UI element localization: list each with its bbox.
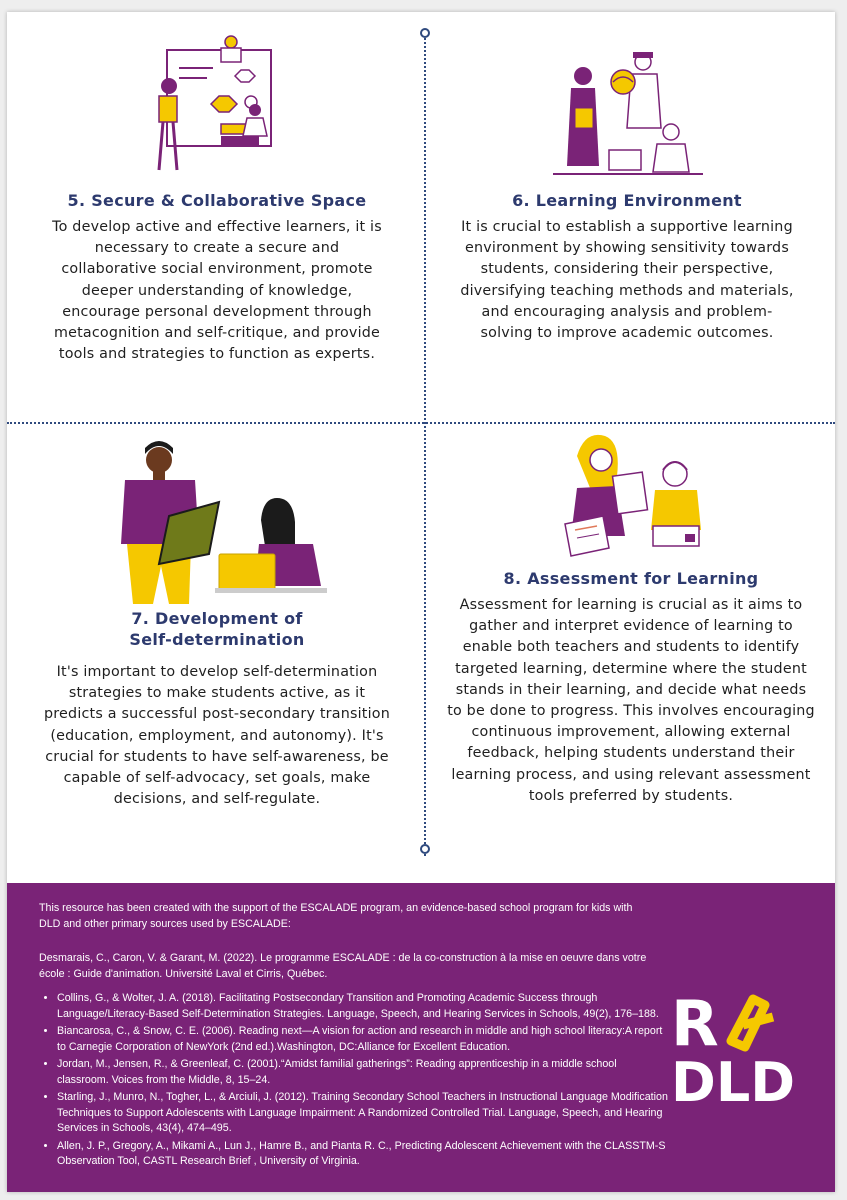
section-development-of-self-determination [42,608,392,810]
collaboration-illustration [139,32,279,182]
logo-letter-r: R [671,989,719,1060]
reference-item: • Biancarosa, C., & Snow, C. E. (2006). Reading next—A vision for action and research in middle and high school literacy:A report to Carnegie Corporation of NewYork (2nd ed.).Washington, DC:Alliance for Excellent Education. [57,1024,669,1055]
logo-text-dld: DLD [671,1051,796,1109]
section-title-line2: Self-determination [129,630,305,649]
learning-group-illustration [553,48,703,178]
section-body: To develop active and effective learners, it is necessary to create a secure and collaborative social environment, promote deeper understanding of knowledge, encourage personal development through metacognition and self-critique, and provide tools and strategies to function as experts. [52,219,382,363]
section-secure-collaborative-space [47,190,387,365]
footer-intro: This resource has been created with the support of the ESCALADE program, an evidence-based school program for kids with DLD and other primary sources used by ESCALADE: [39,902,633,930]
footer-main-source: Desmarais, C., Caron, V. & Garant, M. (2022). Le programme ESCALADE : de la co-construction à la mise en oeuvre dans votre école : Guide d'animation. Université Laval et Cirris, Québec. [39,952,647,980]
section-title: 8. Assessment for Learning [503,569,759,588]
vertical-divider [424,34,426,856]
section-learning-environment [457,190,797,344]
section-title-line1: 7. Development of [131,609,303,628]
self-determination-illustration [99,436,329,606]
section-body: Assessment for learning is crucial as it aims to gather and interpret evidence of learning to enable both teachers and students to identify targeted learning, determine where the student stands in their learning, and decide what needs to be done to progress. This involves encouraging continuous improvement, allowing external feedback, helping students understand their learning process, and using relevant assessment tools preferred by students. [447,597,815,804]
megaphone-icon [731,999,773,1047]
references-footer [7,883,835,1192]
section-title: 6. Learning Environment [512,191,742,210]
section-assessment-for-learning [447,568,815,807]
reference-item: • Jordan, M., Jensen, R., & Greenleaf, C. (2001).“Amidst familial gatherings”: Reading apprenticeship in a middle school classroom. Voices from the Middle, 8, 15–24. [57,1057,669,1088]
reference-item: • Allen, J. P., Gregory, A., Mikami A., Lun J., Hamre B., and Pianta R. C., Predicting Adolescent Achievement with the CLASSTM-S Observation Tool, CASTL Research Brief , University of Virginia. [57,1139,669,1170]
assessment-illustration [555,430,725,560]
reference-item: • Collins, G., & Wolter, J. A. (2018). Facilitating Postsecondary Transition and Promoting Academic Success through Language/Literacy-Based Self-Determination Strategies. Language, Speech, and Hearing Services in Schools, 49(2), 176–188. [57,991,669,1022]
section-title: 5. Secure & Collaborative Space [67,191,367,210]
reference-list [39,991,669,1172]
divider-dot-top [420,28,430,38]
section-body: It is crucial to establish a supportive learning environment by showing sensitivity towards students, considering their perspective, diversifying teaching methods and materials, and encouraging analysis and problem-solving to improve academic outcomes. [460,219,794,342]
section-title [42,608,392,650]
infographic-page [7,12,835,1192]
section-body: It's important to develop self-determination strategies to make students active, as it predicts a successful post-secondary transition (education, employment, and autonomy). It's crucial for students to have self-awareness, be capable of self-advocacy, set goals, make decisions, and self-regulate. [44,664,390,808]
raddld-logo [669,989,809,1109]
divider-dot-bottom [420,844,430,854]
reference-item: • Starling, J., Munro, N., Togher, L., & Arciuli, J. (2012). Training Secondary School Teachers in Instructional Language Modification Techniques to Support Adolescents with Language Impairment: A Randomized Controlled Trial. Language, Speech, and Hearing Services in Schools, 43(4), 474–495. [57,1090,669,1137]
horizontal-divider [7,422,835,424]
